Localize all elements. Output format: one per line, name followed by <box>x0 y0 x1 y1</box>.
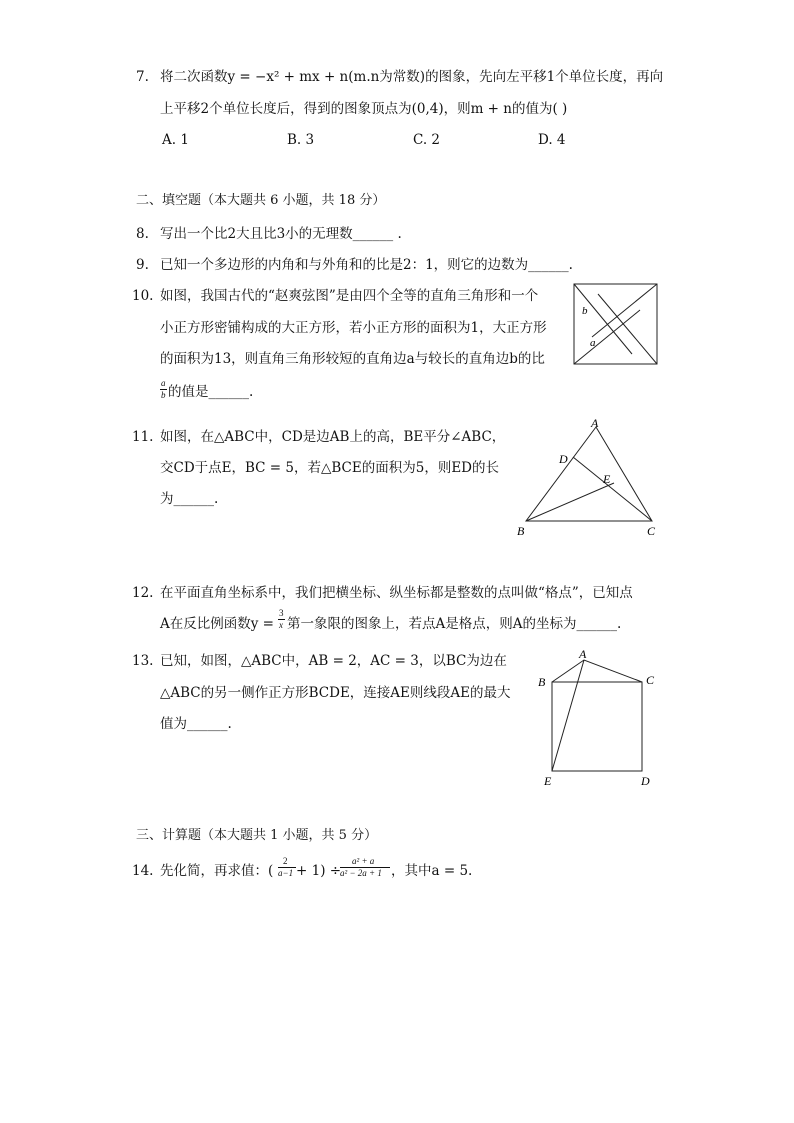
question-number: 10. <box>132 288 154 304</box>
option-d: D. 4 <box>538 132 566 148</box>
figure-label: B <box>538 675 546 689</box>
figure-label: E <box>544 774 552 788</box>
question-text-line2: 上平移2个单位长度后，得到的图象顶点为(0,4)，则m + n的值为( ) <box>160 101 568 117</box>
question-text-line3: 的面积为13，则直角三角形较短的直角边a与较长的直角边b的比 <box>160 351 545 367</box>
question-text-line2b: 第一象限的图象上，若点A是格点，则A的坐标为______. <box>287 616 622 632</box>
square-bcde-figure <box>532 640 662 792</box>
figure-label: D <box>559 452 568 466</box>
figure-label: a <box>590 337 596 349</box>
fraction-denominator: x <box>279 620 283 630</box>
question-text-prefix: 先化简，再求值：( <box>160 863 274 879</box>
question-text-mid: + 1) ÷ <box>296 863 342 879</box>
section-heading-calculation: 三、计算题（本大题共 1 小题，共 5 分） <box>136 828 378 843</box>
section-heading-fill-blank: 二、填空题（本大题共 6 小题，共 18 分） <box>136 193 386 208</box>
option-c: C. 2 <box>413 132 441 148</box>
question-number: 14. <box>132 863 154 879</box>
question-number: 8. <box>136 226 149 242</box>
triangle-abc-figure <box>510 412 670 542</box>
fraction-denominator: a² − 2a + 1 <box>340 868 382 878</box>
question-text-line2: 交CD于点E，BC = 5，若△BCE的面积为5，则ED的长 <box>160 460 499 476</box>
fraction-numerator: a² + a <box>352 856 375 866</box>
question-number: 9. <box>136 257 149 273</box>
zhao-shuang-string-figure <box>572 282 660 366</box>
figure-label: A <box>591 416 599 430</box>
question-text-line4: 的值是______. <box>168 384 254 400</box>
fraction-numerator: 3 <box>279 608 284 618</box>
fraction-numerator: a <box>161 378 166 388</box>
figure-label: C <box>646 673 655 687</box>
question-9-text: 已知一个多边形的内角和与外角和的比是2：1，则它的边数为______. <box>160 257 573 273</box>
fraction-denominator: a−1 <box>278 868 294 878</box>
option-b: B. 3 <box>287 132 315 148</box>
question-text-line2: △ABC的另一侧作正方形BCDE，连接AE则线段AE的最大 <box>160 685 511 701</box>
question-number: 11. <box>132 429 154 445</box>
figure-label: A <box>579 647 587 661</box>
question-8-text: 写出一个比2大且比3小的无理数______ . <box>160 226 402 242</box>
question-text-line3: 值为______. <box>160 716 232 732</box>
figure-label: C <box>647 524 656 538</box>
question-text-line1: 在平面直角坐标系中，我们把横坐标、纵坐标都是整数的点叫做“格点”，已知点 <box>160 585 633 601</box>
question-text-line3: 为______. <box>160 491 219 507</box>
option-a: A. 1 <box>162 132 189 148</box>
fraction-numerator: 2 <box>283 856 288 866</box>
question-text-line2a: A在反比例函数y = <box>160 616 274 632</box>
fraction-denominator: b <box>161 390 166 400</box>
question-number: 7. <box>136 69 149 85</box>
question-text-line1: 将二次函数y = −x² + mx + n(m.n为常数)的图象，先向左平移1个单位长度，再向 <box>160 69 664 85</box>
question-text-line1: 如图，我国古代的“赵爽弦图”是由四个全等的直角三角形和一个 <box>160 288 539 304</box>
question-text-line1: 如图，在△ABC中，CD是边AB上的高，BE平分∠ABC， <box>160 429 506 445</box>
question-number: 13. <box>132 653 154 669</box>
question-text-line1: 已知，如图，△ABC中，AB = 2，AC = 3，以BC为边在 <box>160 653 507 669</box>
figure-label: E <box>603 472 611 486</box>
figure-label: D <box>641 774 650 788</box>
question-text-suffix: ，其中a = 5. <box>391 863 473 879</box>
figure-label: B <box>517 524 525 538</box>
figure-label: b <box>582 305 588 317</box>
question-number: 12. <box>132 585 154 601</box>
question-text-line2: 小正方形密铺构成的大正方形，若小正方形的面积为1，大正方形 <box>160 320 547 336</box>
